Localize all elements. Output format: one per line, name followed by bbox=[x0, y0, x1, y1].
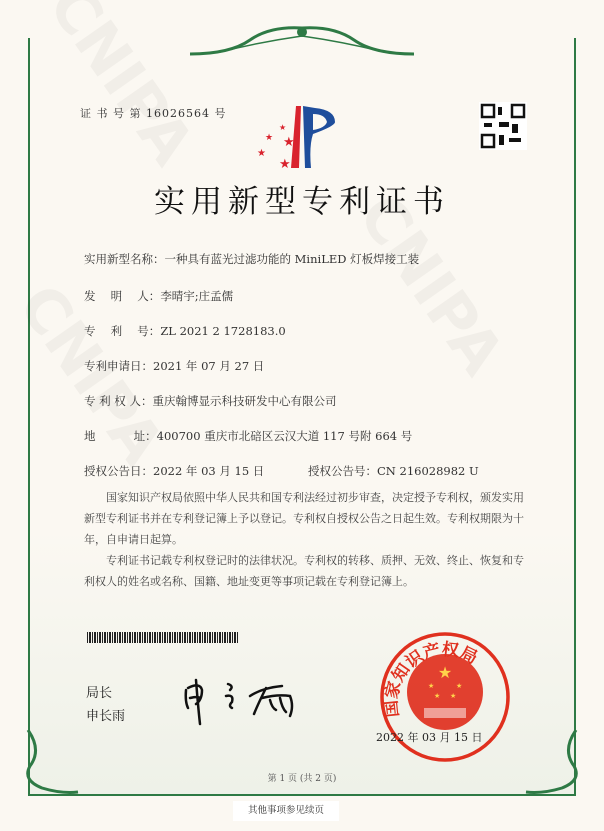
field-inventors bbox=[84, 288, 233, 304]
field-value: ZL 2021 2 1728183.0 bbox=[160, 324, 286, 338]
svg-text:★: ★ bbox=[450, 692, 457, 700]
svg-text:★: ★ bbox=[428, 682, 435, 690]
field-value: 重庆翰博显示科技研发中心有限公司 bbox=[152, 394, 337, 408]
svg-text:★: ★ bbox=[279, 123, 287, 132]
cnipa-logo bbox=[255, 106, 350, 168]
field-label: 实用新型名称： bbox=[84, 252, 165, 266]
field-application-date bbox=[84, 358, 264, 374]
field-label: 专 利 权 人： bbox=[84, 394, 153, 408]
qr-code bbox=[479, 102, 527, 150]
field-label: 授权公告日： bbox=[84, 464, 153, 478]
field-grant-date bbox=[84, 463, 264, 479]
continued-note: 其他事项参见续页 bbox=[233, 801, 339, 821]
field-value: 400700 重庆市北碚区云汉大道 117 号附 664 号 bbox=[156, 429, 413, 443]
field-value: 一种具有蓝光过滤功能的 MiniLED 灯板焊接工装 bbox=[164, 252, 420, 266]
field-patent-number bbox=[84, 323, 286, 339]
handwritten-signature bbox=[182, 676, 312, 726]
ornament-bottom-left bbox=[22, 730, 82, 796]
field-value: 李晴宇;庄孟儒 bbox=[160, 289, 234, 303]
field-utility-model-name bbox=[84, 251, 419, 267]
svg-text:★: ★ bbox=[456, 682, 463, 690]
field-label: 地 址： bbox=[84, 429, 157, 443]
certificate-number: 证 书 号 第 16026564 号 bbox=[80, 107, 227, 120]
field-value: 2022 年 03 月 15 日 bbox=[153, 464, 265, 478]
svg-text:★: ★ bbox=[437, 663, 453, 682]
svg-text:★: ★ bbox=[283, 135, 295, 150]
statement-paragraph: 国家知识产权局依照中华人民共和国专利法经过初步审查，决定授予专利权，颁发实用新型专利证书并在专利登记簿上予以登记。专利权自授权公告之日起生效。专利权期限为十年，自申请日起算。 bbox=[84, 491, 524, 546]
field-announcement-number bbox=[308, 463, 479, 479]
barcode bbox=[87, 632, 239, 643]
page-number: 第 1 页 (共 2 页) bbox=[267, 774, 337, 784]
svg-text:★: ★ bbox=[257, 148, 266, 159]
field-value: 2021 年 07 月 27 日 bbox=[153, 359, 265, 373]
svg-text:★: ★ bbox=[434, 692, 441, 700]
signatory-name: 申长雨 bbox=[86, 709, 126, 724]
ornament-top bbox=[190, 22, 414, 56]
ornament-bottom-right bbox=[522, 730, 582, 796]
signatory-title: 局长 bbox=[86, 686, 113, 701]
page-title: 实用新型专利证书 bbox=[154, 184, 450, 220]
field-value: CN 216028982 U bbox=[377, 464, 479, 478]
statement-paragraph: 专利证书记载专利权登记时的法律状况。专利权的转移、质押、无效、终止、恢复和专利权人的姓名或名称、国籍、地址变更等事项记载在专利登记簿上。 bbox=[84, 554, 524, 588]
field-label: 发 明 人： bbox=[84, 289, 161, 303]
svg-text:★: ★ bbox=[279, 157, 291, 168]
statement bbox=[84, 487, 524, 592]
field-label: 专 利 号： bbox=[84, 324, 161, 338]
field-label: 授权公告号： bbox=[308, 464, 377, 478]
field-address bbox=[84, 428, 412, 444]
field-label: 专利申请日： bbox=[84, 359, 153, 373]
field-patentee bbox=[84, 393, 336, 409]
svg-text:★: ★ bbox=[265, 133, 274, 143]
seal-date: 2022 年 03 月 15 日 bbox=[376, 731, 483, 744]
seal-text: 国家知识产权局 bbox=[381, 639, 481, 719]
